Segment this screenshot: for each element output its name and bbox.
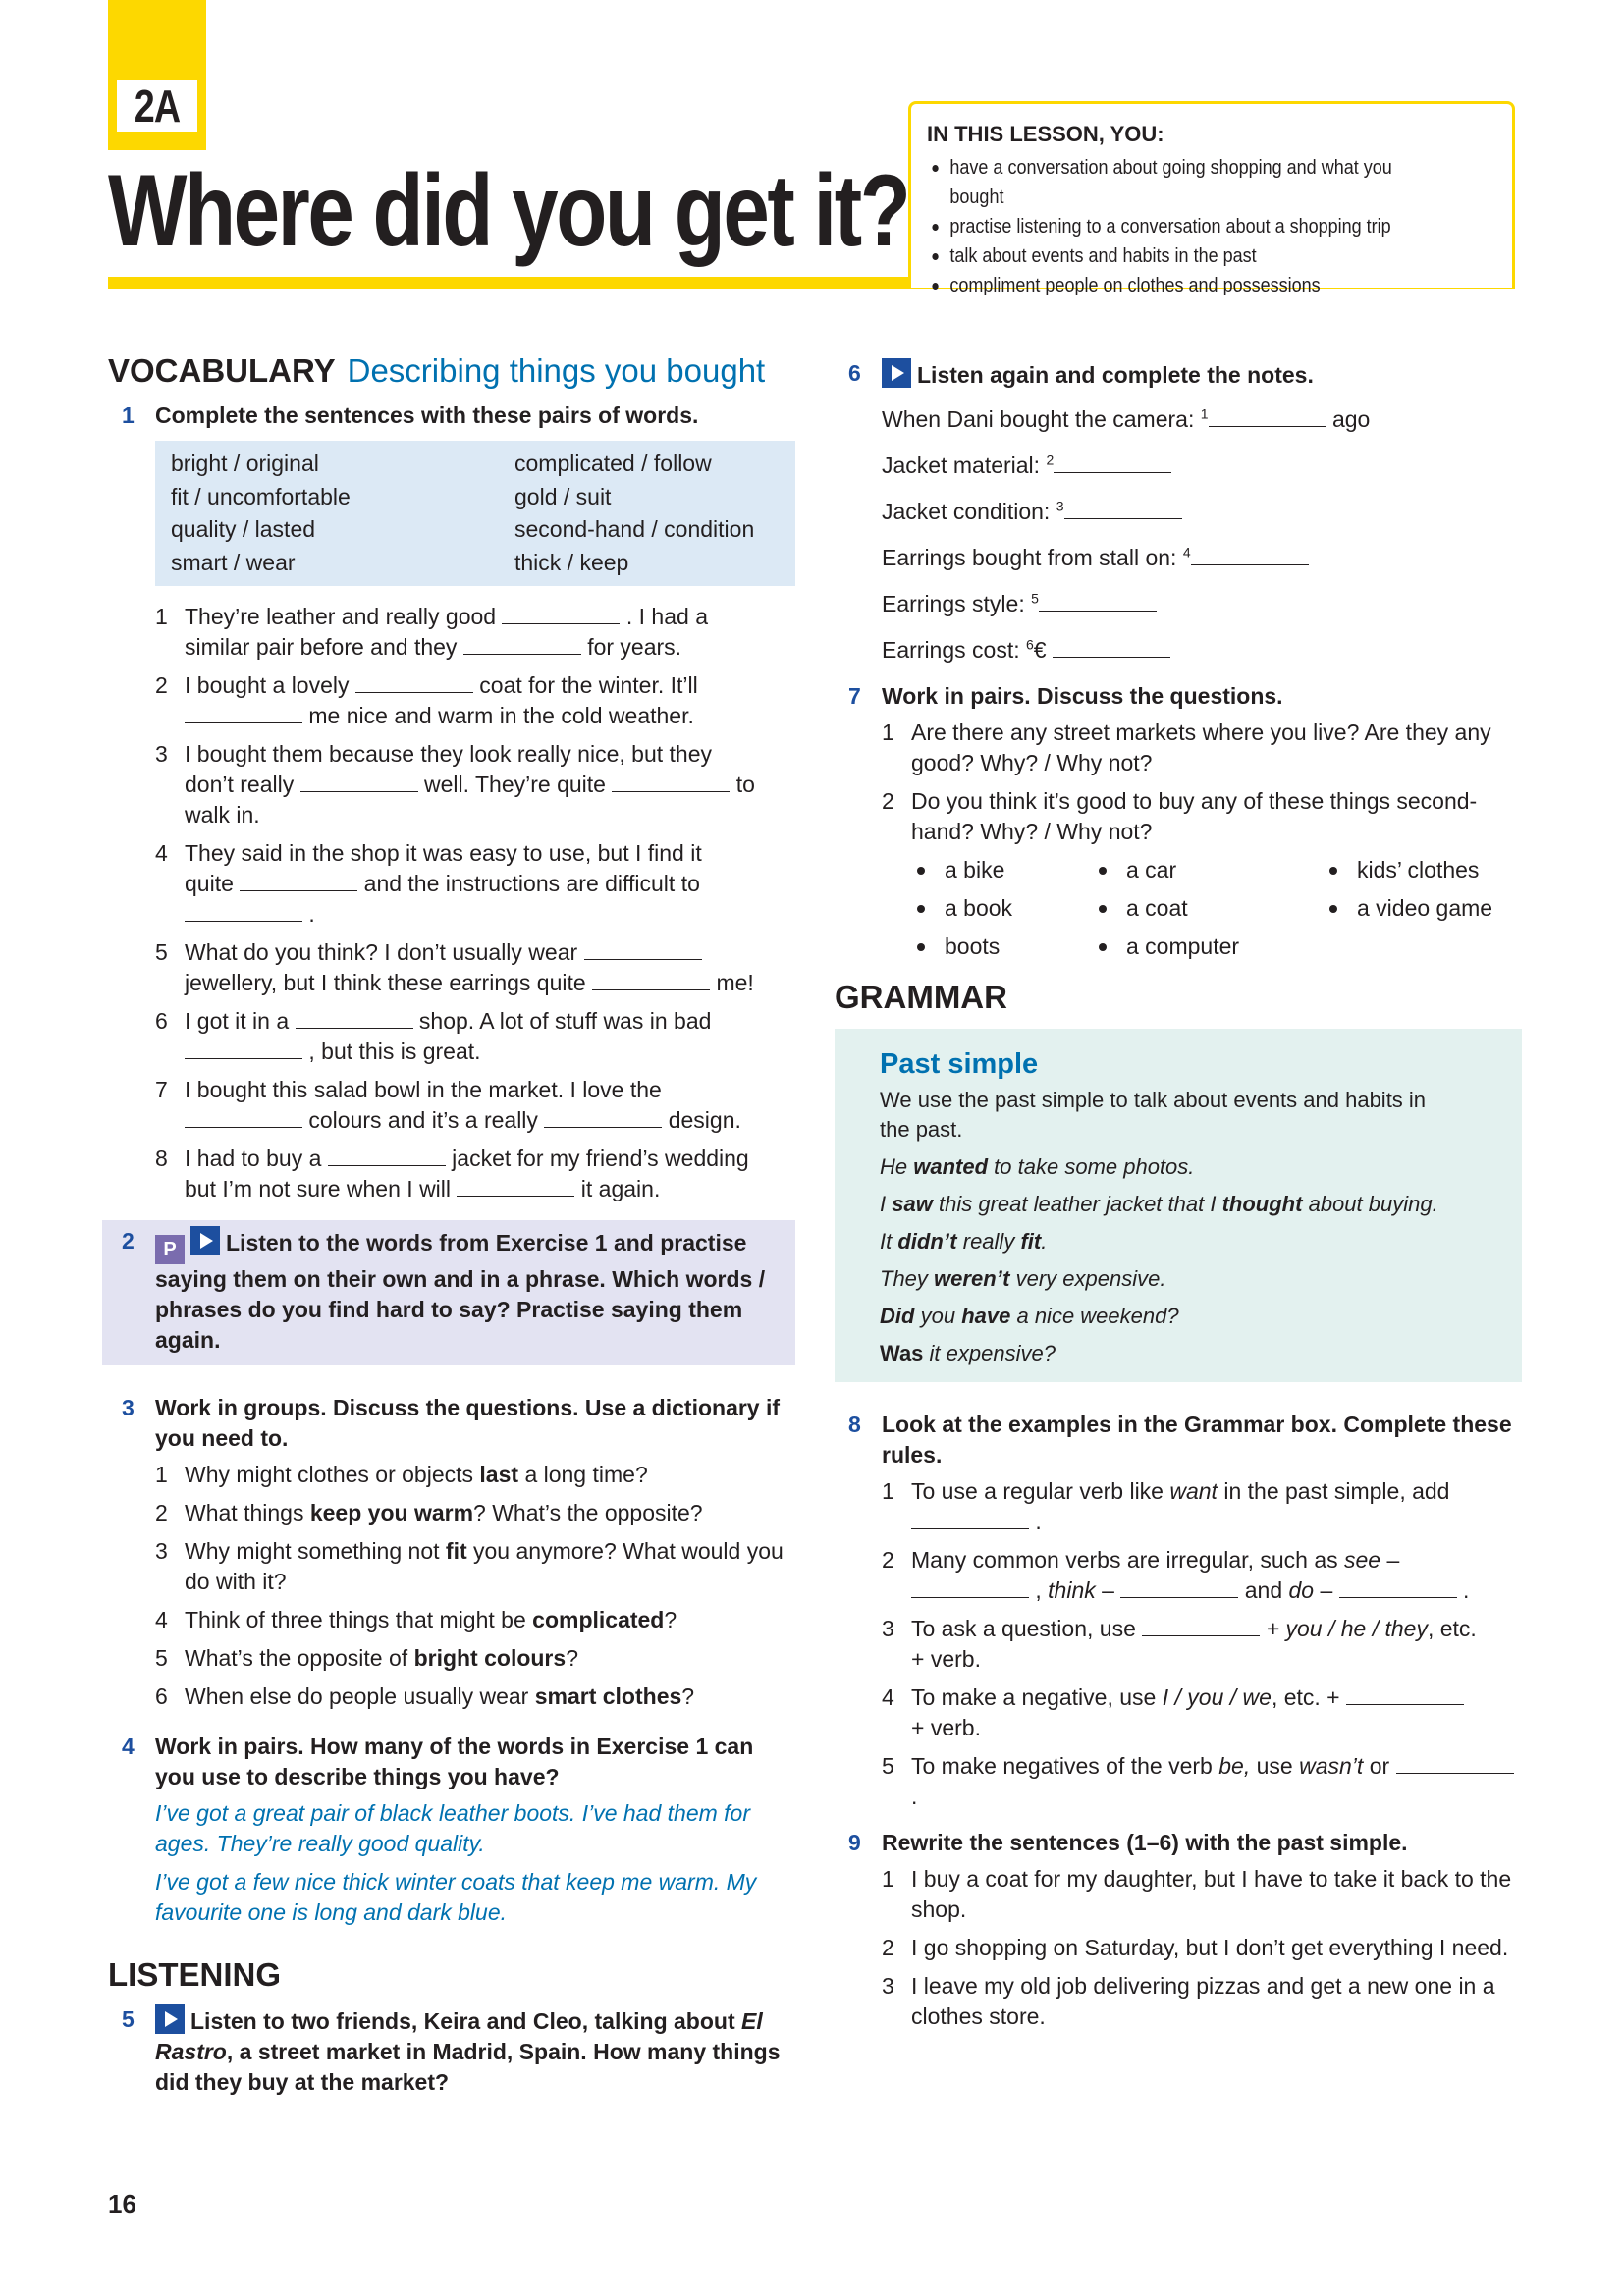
list-item: 6 I got it in a shop. A lot of stuff was in bad , but this is great. [155, 1008, 712, 1064]
list-item: 6 When else do people usually wear smart clothes? [155, 1683, 695, 1709]
exercise-6: 6 Listen again and complete the notes. [848, 360, 1314, 388]
list-item: 2 Do you think it’s good to buy any of these things second-hand? Why? / Why not? [882, 788, 1478, 844]
lesson-item: have a conversation about going shopping and what you bought [927, 153, 1439, 212]
list-item: 8 I had to buy a jacket for my friend’s wedding but I’m not sure when I will it again. [155, 1146, 749, 1201]
note-line: Earrings style: $^5$ [882, 589, 1522, 619]
word-pair: fit / uncomfortable [171, 483, 351, 509]
exercise-5: 5 Listen to two friends, Keira and Cleo, talking about El Rastro, a street market in Madrid, Spain. How many things did they buy at the market? [122, 2006, 781, 2095]
grammar-box [835, 1029, 1522, 1382]
list-item: 3 I leave my old job delivering pizzas and get a new one in a clothes store. [882, 1973, 1495, 2029]
exercise-9-sentences [835, 1864, 1522, 2032]
page-title: Where did you get it? [108, 154, 909, 268]
list-item: 1 To use a regular verb like want in the past simple, add . [882, 1478, 1450, 1534]
list-item: kids’ clothes [1324, 855, 1522, 885]
exercise-3: 3 Work in groups. Discuss the questions. Use a dictionary if you need to. [122, 1395, 781, 1451]
example-text: I’ve got a great pair of black leather boots. I’ve had them for ages. They’re really good quality. [155, 1800, 751, 1856]
unit-label: 2A [117, 80, 197, 132]
list-item: a computer [1093, 932, 1324, 962]
vocabulary-heading: VOCABULARY Describing things you bought [108, 352, 766, 389]
word-pair: smart / wear [171, 549, 296, 575]
exercise-3-questions [108, 1460, 795, 1712]
grammar-intro: We use the past simple to talk about events and habits in the past. [880, 1088, 1427, 1142]
list-item: 2 What things keep you warm? What’s the opposite? [155, 1500, 703, 1525]
example-sentence: They weren’t very expensive. [880, 1266, 1166, 1291]
list-item: 1 They’re leather and really good . I had a similar pair before and they for years. [155, 604, 708, 660]
list-item: a bike [911, 855, 1093, 885]
lesson-item: practise listening to a conversation about a shopping trip [927, 212, 1439, 241]
exercise-6-notes [835, 404, 1522, 666]
left-column [108, 351, 795, 2098]
example-sentence: Was it expensive? [880, 1341, 1056, 1365]
list-item: a car [1093, 855, 1324, 885]
list-item: 5 What’s the opposite of bright colours? [155, 1645, 578, 1671]
word-pair: second-hand / condition [514, 516, 755, 542]
lesson-objectives-box [908, 101, 1515, 296]
exercise-4-examples [108, 1798, 795, 1928]
list-item: boots [911, 932, 1093, 962]
list-item: 1 Why might clothes or objects last a long time? [155, 1462, 648, 1487]
list-item: 5 To make negatives of the verb be, use wasn’t or . [882, 1751, 1522, 1812]
exercise-8: 8 Look at the examples in the Grammar box. Complete these rules. [848, 1412, 1512, 1468]
exercise-1-sentences [108, 602, 795, 1204]
exercise-1: 1 Complete the sentences with these pairs of words. [122, 402, 699, 428]
things-list [835, 855, 1522, 962]
list-item: 4 To make a negative, use I / you / we, etc. + + verb. [882, 1682, 1522, 1743]
word-pair: complicated / follow [514, 451, 712, 476]
list-item: 5 What do you think? I don’t usually wear jewellery, but I think these earrings quite me! [155, 939, 754, 995]
list-item: 2 I bought a lovely coat for the winter. It’ll me nice and warm in the cold weather. [155, 672, 698, 728]
list-item: 2 I go shopping on Saturday, but I don’t get everything I need. [882, 1935, 1509, 1960]
exercise-7-questions [835, 718, 1522, 847]
listening-heading: LISTENING [108, 1956, 282, 1993]
list-item: 3 I bought them because they look really nice, but they don’t really well. They’re quite to walk in. [155, 741, 755, 828]
grammar-heading: GRAMMAR [835, 979, 1007, 1015]
exercise-4: 4 Work in pairs. How many of the words in Exercise 1 can you use to describe things you have? [122, 1734, 754, 1789]
list-item: 7 I bought this salad bowl in the market. I love the colours and it’s a really design. [155, 1077, 741, 1133]
note-line: Earrings cost: $^6$€ [882, 635, 1522, 666]
list-item: a video game [1324, 893, 1522, 924]
play-audio-icon[interactable] [190, 1226, 220, 1255]
word-pair: bright / original [171, 451, 319, 476]
play-audio-icon[interactable] [155, 2004, 185, 2034]
lesson-item: compliment people on clothes and possessions [927, 271, 1439, 300]
example-sentence: I saw this great leather jacket that I thought about buying. [880, 1192, 1438, 1216]
list-item: a coat [1093, 893, 1324, 924]
note-line: When Dani bought the camera: $^1$ ago [882, 405, 1371, 432]
lesson-item: talk about events and habits in the past [927, 241, 1439, 271]
note-line: Earrings bought from stall on: $^4$ [882, 543, 1522, 573]
example-sentence: It didn’t really fit. [880, 1229, 1048, 1254]
exercise-9: 9 Rewrite the sentences (1–6) with the past simple. [848, 1830, 1408, 1855]
example-sentence: Did you have a nice weekend? [880, 1304, 1179, 1328]
exercise-7: 7 Work in pairs. Discuss the questions. [848, 683, 1283, 709]
list-item: 2 Many common verbs are irregular, such as see – , think – and do – . [882, 1547, 1470, 1603]
pronunciation-icon[interactable]: P [155, 1235, 185, 1264]
list-item: 3 To ask a question, use + you / he / they, etc. + verb. [882, 1616, 1477, 1672]
list-item: a book [911, 893, 1093, 924]
example-sentence: He wanted to take some photos. [880, 1154, 1195, 1179]
note-line: Jacket condition: $^3$ [882, 497, 1522, 527]
page-number: 16 [108, 2189, 136, 2218]
word-pair: quality / lasted [171, 516, 316, 542]
note-line: Jacket material: $^2$ [882, 451, 1522, 481]
list-item: 4 Think of three things that might be complicated? [155, 1607, 677, 1632]
word-pair: thick / keep [514, 549, 629, 575]
right-column [835, 358, 1522, 2032]
lesson-heading: IN THIS LESSON, YOU: [927, 122, 1164, 146]
exercise-8-rules [835, 1476, 1522, 1812]
play-audio-icon[interactable] [882, 358, 911, 388]
list-item: 1 I buy a coat for my daughter, but I have to take it back to the shop. [882, 1866, 1512, 1922]
word-pair: gold / suit [514, 483, 612, 509]
list-item: 1 Are there any street markets where you live? Are they any good? Why? / Why not? [882, 720, 1491, 775]
grammar-box-title: Past simple [880, 1048, 1039, 1080]
word-pairs-box [155, 441, 795, 586]
exercise-2: 2 P Listen to the words from Exercise 1 and practise saying them on their own and in a phrase. Which words / phrases do you find hard to say? Practise saying them again. [102, 1220, 795, 1365]
list-item: 3 Why might something not fit you anymore? What would you do with it? [155, 1538, 784, 1594]
example-text: I’ve got a few nice thick winter coats that keep me warm. My favourite one is long and dark blue. [155, 1869, 757, 1925]
list-item: 4 They said in the shop it was easy to use, but I find it quite and the instructions are difficult to . [155, 840, 702, 927]
